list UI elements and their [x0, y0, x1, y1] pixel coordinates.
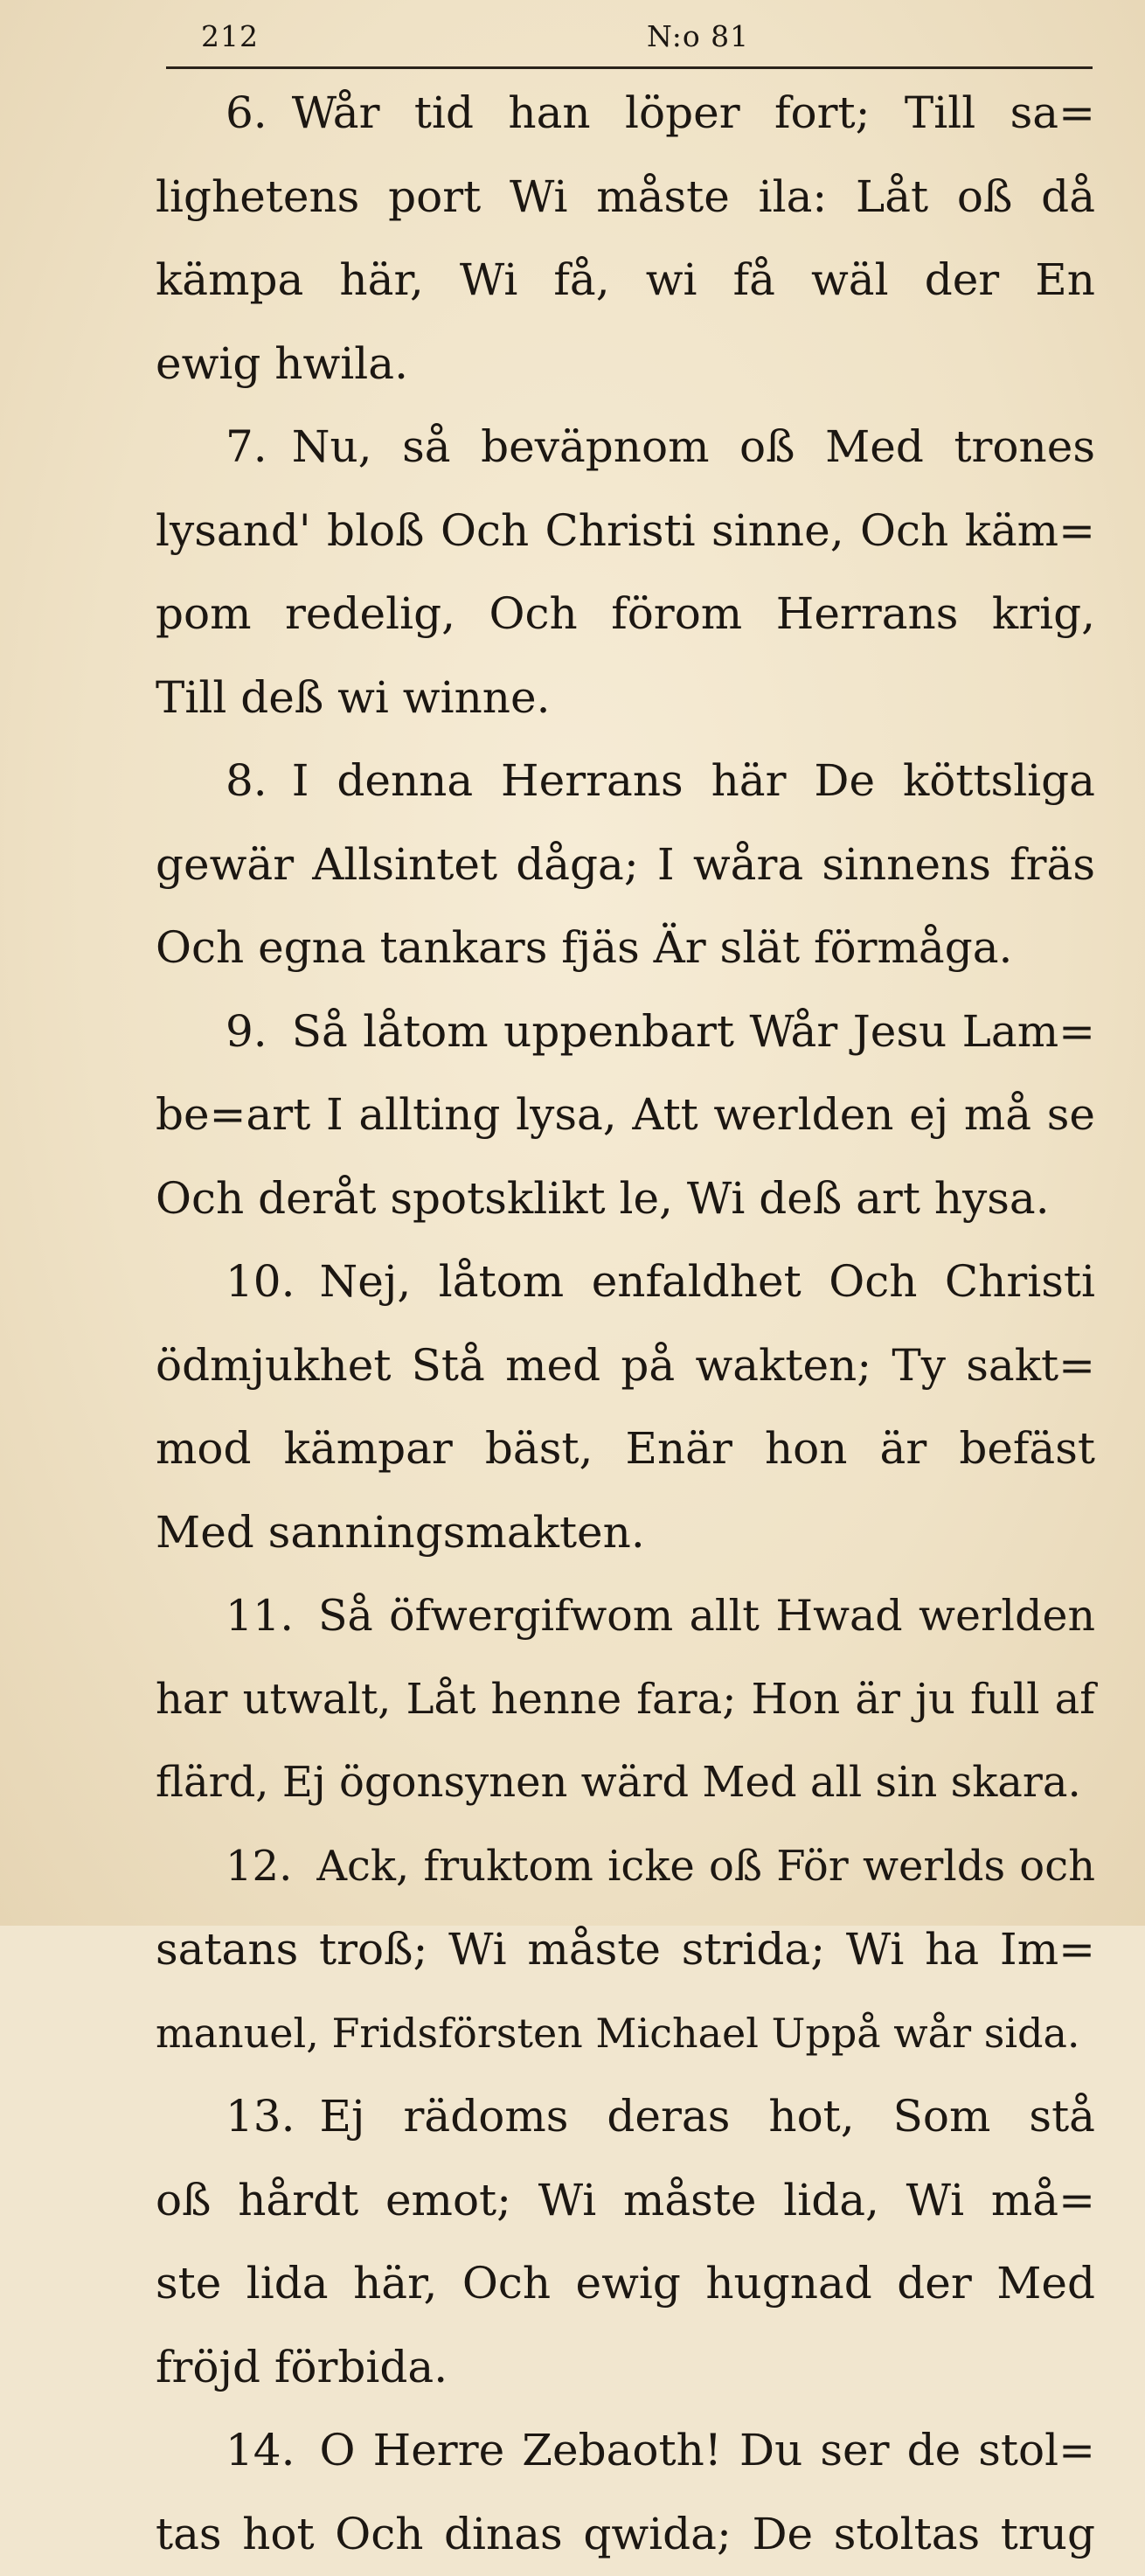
verse-number: 7.: [226, 421, 267, 472]
line-text: O Herre Zebaoth! Du ser de stol=: [320, 2425, 1095, 2475]
verse-line: [156, 1407, 1095, 1491]
page-header: [166, 19, 1084, 65]
verse-line: [156, 156, 1095, 240]
verse-line: [156, 1992, 1095, 2076]
verse-number: 13.: [226, 2091, 295, 2142]
verse-line: [156, 573, 1095, 656]
verse-line: [156, 2493, 1095, 2576]
verse-start-line: [156, 406, 1095, 490]
line-text: Till deß wi winne.: [156, 672, 550, 723]
line-text: Och deråt spotsklikt le, Wi deß art hysa.: [156, 1173, 1050, 1224]
line-text: Nu, så beväpnom oß Med trones: [292, 421, 1095, 472]
verse-start-line: [156, 739, 1095, 823]
verse-start-line: [156, 1240, 1095, 1324]
verse-line: [156, 823, 1095, 907]
line-text: Så öfwergifwom allt Hwad werlden: [318, 1591, 1095, 1641]
line-text: lysand' bloß Och Christi sinne, Och käm=: [156, 505, 1095, 556]
verse-number: 12.: [226, 1842, 292, 1891]
line-text: ödmjukhet Stå med på wakten; Ty sakt=: [156, 1340, 1095, 1391]
line-text: Nej, låtom enfaldhet Och Christi: [320, 1256, 1095, 1307]
line-text: pom redelig, Och förom Herrans krig,: [156, 588, 1095, 639]
verse-line: [156, 906, 1095, 990]
verse-line: [156, 1908, 1095, 1992]
verse-line: [156, 239, 1095, 323]
line-text: Och egna tankars fjäs Är slät förmåga.: [156, 922, 1012, 973]
line-text: Wår tid han löper fort; Till sa=: [292, 87, 1095, 138]
line-text: Med sanningsmakten.: [156, 1507, 645, 1558]
verse-number: 14.: [226, 2425, 295, 2475]
line-text: fröjd förbida.: [156, 2342, 448, 2392]
verse-start-line: [156, 2075, 1095, 2159]
verse-number: 11.: [226, 1591, 294, 1641]
verse-number: 8.: [226, 755, 267, 806]
line-text: manuel, Fridsförsten Michael Uppå wår sida.: [156, 2010, 1080, 2057]
verse-start-line: [156, 72, 1095, 156]
verse-start-line: [156, 2409, 1095, 2493]
line-text: har utwalt, Låt henne fara; Hon är ju full af: [156, 1675, 1095, 1724]
verse-line: [156, 1324, 1095, 1408]
line-text: satans troß; Wi måste strida; Wi ha Im=: [156, 1924, 1095, 1975]
line-text: Så låtom uppenbart Wår Jesu Lam=: [292, 1006, 1095, 1057]
line-text: kämpa här, Wi få, wi få wäl der En: [156, 254, 1095, 305]
verse-start-line: [156, 990, 1095, 1074]
line-text: ewig hwila.: [156, 338, 408, 389]
line-text: lighetens port Wi måste ila: Låt oß då: [156, 171, 1095, 222]
verse-number: 9.: [226, 1006, 267, 1057]
page-number: 212: [201, 19, 259, 53]
line-text: gewär Allsintet dåga; I wåra sinnens fräs: [156, 839, 1095, 890]
verse-start-line: [156, 1574, 1095, 1658]
verse-line: [156, 2242, 1095, 2326]
verse-line: [156, 323, 1095, 406]
verse-line: [156, 2326, 1095, 2410]
verse-line: [156, 1157, 1095, 1241]
verse-line: [156, 1741, 1095, 1825]
verse-line: [156, 1073, 1095, 1157]
verse-start-line: [156, 1825, 1095, 1909]
verse-line: [156, 1491, 1095, 1575]
verse-line: [156, 656, 1095, 740]
line-text: oß hårdt emot; Wi måste lida, Wi må=: [156, 2175, 1095, 2225]
line-text: ste lida här, Och ewig hugnad der Med: [156, 2258, 1095, 2309]
header-rule: [166, 66, 1093, 69]
line-text: mod kämpar bäst, Enär hon är befäst: [156, 1423, 1095, 1474]
line-text: I denna Herrans här De köttsliga: [292, 755, 1095, 806]
hymn-text: [156, 72, 1095, 2576]
verse-line: [156, 2159, 1095, 2243]
verse-line: [156, 1658, 1095, 1742]
line-text: Ej rädoms deras hot, Som stå: [320, 2091, 1095, 2142]
hymn-number: N:o 81: [647, 19, 749, 53]
line-text: be=art I allting lysa, Att werlden ej må se: [156, 1089, 1095, 1140]
verse-number: 6.: [226, 87, 267, 138]
line-text: flärd, Ej ögonsynen wärd Med all sin skara.: [156, 1758, 1081, 1807]
verse-number: 10.: [226, 1256, 295, 1307]
line-text: Ack, fruktom icke oß För werlds och: [316, 1842, 1095, 1891]
verse-line: [156, 490, 1095, 573]
line-text: tas hot Och dinas qwida; De stoltas trug: [156, 2509, 1095, 2559]
